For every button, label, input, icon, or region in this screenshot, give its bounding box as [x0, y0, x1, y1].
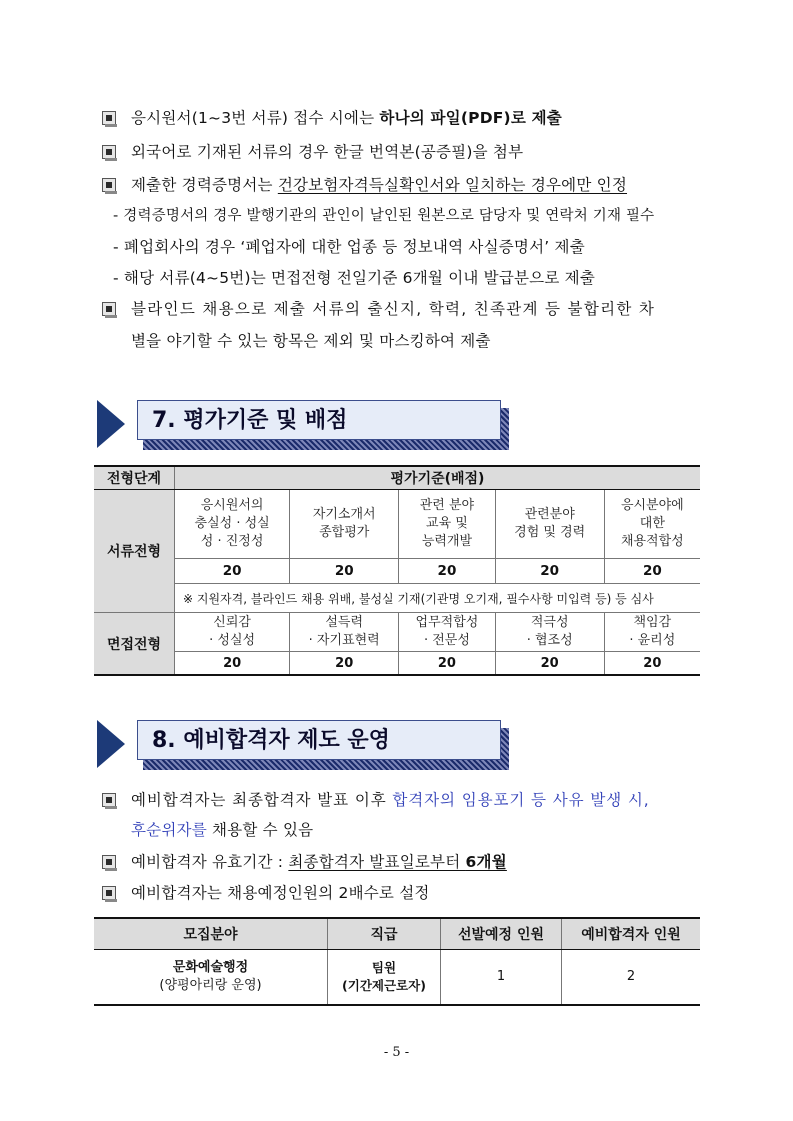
- bullet-square-icon: [102, 886, 116, 900]
- bullet-square-icon: [102, 302, 116, 316]
- bullet-career-cert: 제출한 경력증명서는 건강보험자격득실확인서와 일치하는 경우에만 인정: [131, 176, 628, 194]
- score-cell: 20: [495, 652, 604, 676]
- stage-document: 서류전형: [94, 490, 175, 613]
- bullet-foreign-docs: 외국어로 기재된 서류의 경우 한글 번역본(공증필)을 첨부: [131, 143, 524, 161]
- bullet-blind-line2: 별을 야기할 수 있는 항목은 제외 및 마스킹하여 제출: [131, 332, 491, 350]
- score-cell: 20: [290, 652, 399, 676]
- score-cell: 20: [175, 652, 290, 676]
- bullet-square-icon: [102, 111, 116, 125]
- bullet-square-icon: [102, 145, 116, 159]
- reserve-count: 2: [562, 950, 701, 1006]
- planned-count: 1: [441, 950, 562, 1006]
- criteria-cell: 업무적합성 · 전문성: [399, 613, 495, 652]
- bullet-blind-line1: 블라인드 채용으로 제출 서류의 출신지, 학력, 친족관계 등 불합리한 차: [131, 300, 656, 318]
- header-field: 모집분야: [94, 918, 328, 950]
- criteria-cell: 응시분야에 대한 채용적합성: [604, 490, 700, 559]
- criteria-cell: 관련분야 경험 및 경력: [495, 490, 604, 559]
- header-stage: 전형단계: [94, 466, 175, 490]
- section-title: 7. 평가기준 및 배점: [137, 400, 501, 440]
- section-title: 8. 예비합격자 제도 운영: [137, 720, 501, 760]
- bullet-square-icon: [102, 793, 116, 807]
- evaluation-table: [94, 465, 700, 676]
- dash-item-closed-company: - 폐업회사의 경우 ‘폐업자에 대한 업종 등 정보내역 사실증명서’ 제출: [113, 238, 585, 256]
- bullet-reserve-ratio: 예비합격자는 채용예정인원의 2배수로 설정: [131, 884, 430, 902]
- score-cell: 20: [604, 559, 700, 584]
- grade-cell: 팀원 (기간제근로자): [328, 950, 441, 1006]
- header-criteria: 평가기준(배점): [175, 466, 701, 490]
- bullet-square-icon: [102, 178, 116, 192]
- header-grade: 직급: [328, 918, 441, 950]
- stage-interview: 면접전형: [94, 613, 175, 676]
- dash-item-issue-date: - 해당 서류(4~5번)는 면접전형 전일기준 6개월 이내 발급분으로 제출: [113, 269, 596, 287]
- score-cell: 20: [495, 559, 604, 584]
- bullet-reserve-usage: 예비합격자는 최종합격자 발표 이후 합격자의 임용포기 등 사유 발생 시,: [131, 791, 650, 809]
- section-header-8: [97, 720, 517, 772]
- criteria-cell: 책임감 · 윤리성: [604, 613, 700, 652]
- score-cell: 20: [399, 559, 495, 584]
- recruitment-table: [94, 917, 700, 1006]
- page-number: - 5 -: [383, 1045, 410, 1060]
- header-planned: 선발예정 인원: [441, 918, 562, 950]
- criteria-cell: 적극성 · 협조성: [495, 613, 604, 652]
- section-header-7: [97, 400, 517, 452]
- criteria-cell: 자기소개서 종합평가: [290, 490, 399, 559]
- dash-item-official-seal: - 경력증명서의 경우 발행기관의 관인이 날인된 원본으로 담당자 및 연락처 기재 필수: [113, 208, 655, 224]
- criteria-cell: 신뢰감 · 성실성: [175, 613, 290, 652]
- bullet-pdf-submission: 응시원서(1~3번 서류) 접수 시에는 하나의 파일(PDF)로 제출: [131, 109, 562, 127]
- bullet-reserve-validity: 예비합격자 유효기간 : 최종합격자 발표일로부터 6개월: [131, 853, 507, 871]
- section-arrow-icon: [97, 720, 125, 768]
- score-cell: 20: [604, 652, 700, 676]
- score-cell: 20: [175, 559, 290, 584]
- score-cell: 20: [399, 652, 495, 676]
- bullet-reserve-usage-cont: 후순위자를 채용할 수 있음: [131, 821, 314, 839]
- field-cell: 문화예술행정 (양평아리랑 운영): [94, 950, 328, 1006]
- section-arrow-icon: [97, 400, 125, 448]
- score-cell: 20: [290, 559, 399, 584]
- criteria-cell: 설득력 · 자기표현력: [290, 613, 399, 652]
- bullet-square-icon: [102, 855, 116, 869]
- header-reserve: 예비합격자 인원: [562, 918, 701, 950]
- criteria-cell: 응시원서의 충실성 · 성실 성 · 진정성: [175, 490, 290, 559]
- review-note: ※ 지원자격, 블라인드 채용 위배, 불성실 기재(기관명 오기재, 필수사항 미입력 등) 등 심사: [175, 584, 701, 613]
- criteria-cell: 관련 분야 교육 및 능력개발: [399, 490, 495, 559]
